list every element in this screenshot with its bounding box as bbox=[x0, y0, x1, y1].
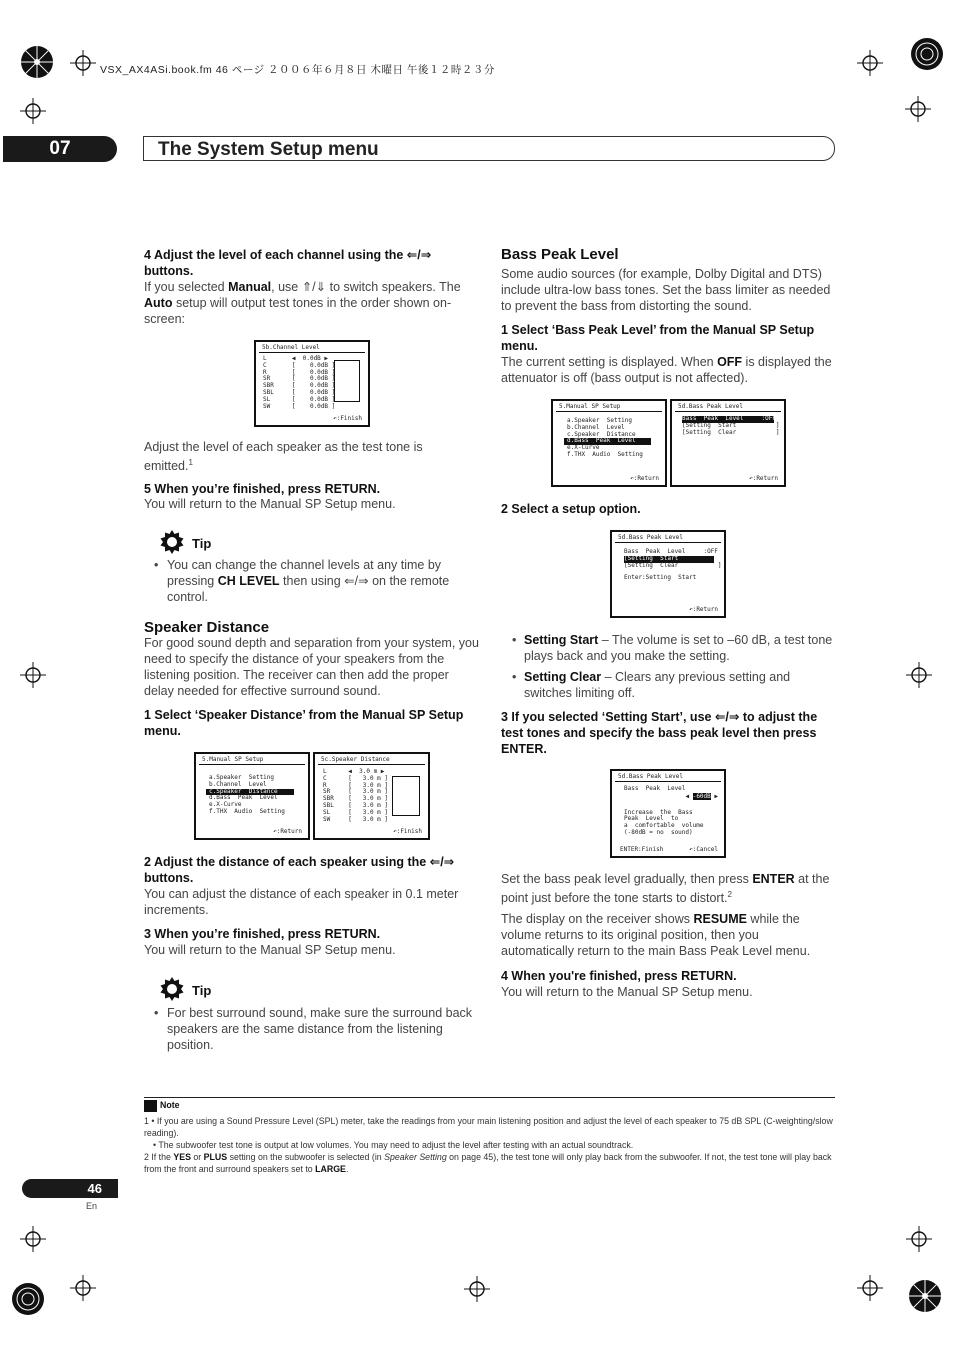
osd-footer-right: ↶:Cancel bbox=[689, 846, 718, 853]
footnote-ref: 2 bbox=[727, 890, 732, 899]
option-setting-clear: • Setting Clear – Clears any previous setting and switches limiting off. bbox=[512, 670, 791, 700]
osd-title: 5.Manual SP Setup bbox=[199, 754, 305, 765]
tip-icon bbox=[159, 529, 185, 555]
file-info-line: VSX_AX4ASi.book.fm 46 ページ ２００６年６月８日 木曜日 午後１２時２３分 bbox=[100, 64, 495, 76]
speaker-distance-heading: Speaker Distance bbox=[144, 619, 270, 636]
crosshair-icon bbox=[70, 1275, 96, 1301]
osd-label: Bass Peak Level bbox=[624, 785, 686, 792]
channel-level-screen bbox=[254, 340, 370, 427]
tip-bullet: • For best surround sound, make sure the surround back speakers are the same distance from the listening position. bbox=[154, 1006, 473, 1052]
osd-title: 5c.Speaker Distance bbox=[318, 754, 425, 765]
osd-row: R [ 0.0dB ] bbox=[263, 368, 336, 376]
osd-menu-item-selected: d.Bass Peak Level bbox=[564, 438, 651, 445]
adjust-text: Adjust the level of each speaker as the test tone is emitted.$^1$ bbox=[144, 440, 423, 474]
bp-step-1-body: The current setting is displayed. When OFF is displayed the attenuator is off (bass output is not affected). bbox=[501, 355, 832, 385]
osd-row-selected: [Setting Start ] bbox=[624, 554, 722, 562]
osd-footer: ↶:Finish bbox=[333, 415, 362, 422]
crosshair-icon bbox=[905, 96, 931, 122]
chapter-number: 07 bbox=[3, 136, 117, 162]
osd-menu-item: d.Bass Peak Level bbox=[209, 794, 278, 802]
sd-step-3-body: You will return to the Manual SP Setup menu. bbox=[144, 943, 396, 957]
crosshair-icon bbox=[464, 1276, 490, 1302]
tip-label: Tip bbox=[192, 536, 212, 551]
osd-row: R [ 3.0 m ] bbox=[323, 781, 389, 789]
bp-step-1-heading: 1 Select ‘Bass Peak Level’ from the Manual SP Setup menu. bbox=[501, 323, 815, 353]
bp-step-3-heading: 3 If you selected ‘Setting Start’, use ⇐/⇒ to adjust the test tones and specify the bass peak level then press ENTER. bbox=[501, 710, 818, 756]
crosshair-icon bbox=[20, 98, 46, 124]
osd-row: SBL [ 3.0 m ] bbox=[323, 801, 389, 809]
osd-row: [Setting Clear ] bbox=[682, 428, 780, 436]
step-4-body: If you selected Manual, use ⇑/⇓ to switch speakers. The Auto setup will output test tones in the order shown on-screen: bbox=[144, 280, 461, 326]
speaker-distance-intro: For good sound depth and separation from your system, you need to specify the distance of your speakers from the listening position. The receiver can then add the proper delay needed for effective surround sound. bbox=[144, 636, 479, 698]
crosshair-icon bbox=[906, 662, 932, 688]
note-1b: • The subwoofer test tone is output at low volumes. You may need to adjust the level after testing with an actual soundtrack. bbox=[153, 1140, 634, 1150]
bp-step-4-body: You will return to the Manual SP Setup menu. bbox=[501, 985, 753, 999]
osd-footer: ↶:Return bbox=[630, 475, 659, 482]
osd-row: SL [ 0.0dB ] bbox=[263, 395, 336, 403]
osd-row: SL [ 3.0 m ] bbox=[323, 808, 389, 816]
bass-peak-intro: Some audio sources (for example, Dolby Digital and DTS) include ultra-low bass tones. Set the bass limiter as needed to prevent the bass from distorting the sound. bbox=[501, 267, 831, 313]
osd-menu-item: b.Channel Level bbox=[567, 423, 625, 431]
osd-menu-item: c.Speaker Distance bbox=[567, 430, 636, 438]
osd-footer: ↶:Return bbox=[749, 475, 778, 482]
osd-row: [Setting Start ] bbox=[682, 421, 780, 429]
registration-mark-icon bbox=[908, 1279, 942, 1313]
registration-mark-icon bbox=[11, 1282, 45, 1316]
tip-label: Tip bbox=[192, 983, 212, 998]
osd-menu-item: f.THX Audio Setting bbox=[209, 807, 285, 815]
osd-row-selected: Bass Peak Level :OFF bbox=[682, 415, 776, 422]
step-5-body: You will return to the Manual SP Setup menu. bbox=[144, 497, 396, 511]
option-setting-start: • Setting Start – The volume is set to –60 dB, a test tone plays back and you make the setting. bbox=[512, 633, 833, 663]
chapter-title: The System Setup menu bbox=[143, 136, 835, 161]
osd-row: L ◀ 3.0 m ▶ bbox=[323, 768, 385, 775]
osd-hint: Increase the Bass bbox=[624, 808, 693, 816]
osd-row: SW [ 0.0dB ] bbox=[263, 402, 336, 410]
osd-footer: ↶:Return bbox=[689, 606, 718, 613]
osd-row: SR [ 0.0dB ] bbox=[263, 375, 336, 383]
osd-title: 5d.Bass Peak Level bbox=[675, 401, 781, 412]
bp-step-4-heading: 4 When you're finished, press RETURN. bbox=[501, 969, 737, 983]
osd-title: 5.Manual SP Setup bbox=[556, 401, 662, 412]
osd-row: SBR [ 3.0 m ] bbox=[323, 795, 389, 803]
osd-row: C [ 0.0dB ] bbox=[263, 361, 336, 369]
note-divider bbox=[144, 1097, 835, 1098]
osd-footer: ↶:Finish bbox=[393, 828, 422, 835]
registration-mark-icon bbox=[910, 37, 944, 71]
osd-row: SBR [ 0.0dB ] bbox=[263, 382, 336, 390]
crosshair-icon bbox=[20, 662, 46, 688]
osd-row: SW [ 3.0 m ] bbox=[323, 815, 389, 823]
bass-peak-adjust-screen: 5d.Bass Peak Level Bass Peak Level ◀ -60dB ▶ Increase the Bass Peak Level to a comfortable volume (-80dB = no sound) ENTER:Finish ↶:Cancel bbox=[610, 769, 726, 858]
note-label: Note bbox=[160, 1100, 180, 1110]
crosshair-icon bbox=[20, 1226, 46, 1252]
crosshair-icon bbox=[906, 1226, 932, 1252]
sd-step-1-heading: 1 Select ‘Speaker Distance’ from the Manual SP Setup menu. bbox=[144, 708, 464, 738]
bp-after-text: Set the bass peak level gradually, then press ENTER at the point just before the tone starts to distort.$^2$ bbox=[501, 872, 830, 906]
bp-step-2-heading: 2 Select a setup option. bbox=[501, 502, 641, 516]
osd-title: 5b.Channel Level bbox=[259, 342, 365, 353]
tip-icon bbox=[159, 976, 185, 1002]
osd-footer: ↶:Return bbox=[273, 828, 302, 835]
step-5-heading: 5 When you’re finished, press RETURN. bbox=[144, 482, 381, 496]
osd-row: L ◀ 0.0dB ▶ bbox=[263, 355, 329, 362]
speaker-layout-icon bbox=[392, 776, 420, 816]
osd-row: SBL [ 0.0dB ] bbox=[263, 388, 336, 396]
language-code: En bbox=[86, 1201, 98, 1211]
osd-menu-item-selected: c.Speaker Distance bbox=[206, 789, 294, 796]
osd-title: 5d.Bass Peak Level bbox=[615, 532, 721, 543]
bass-peak-select-screen bbox=[610, 530, 726, 618]
note-1a: 1 • If you are using a Sound Pressure Level (SPL) meter, take the readings from your main listening position and adjust the level of each speaker to 75 dB SPL (C-weighting/slow reading). bbox=[144, 1116, 833, 1138]
osd-row: Bass Peak Level :OFF bbox=[624, 548, 718, 555]
bass-peak-level-heading: Bass Peak Level bbox=[501, 246, 619, 263]
sd-step-2-body: You can adjust the distance of each speaker in 0.1 meter increments. bbox=[144, 887, 459, 917]
osd-row: Enter:Setting Start bbox=[624, 574, 697, 582]
osd-menu-item: a.Speaker Setting bbox=[567, 417, 633, 424]
sd-step-2-heading: 2 Adjust the distance of each speaker using the ⇐/⇒ buttons. bbox=[144, 855, 455, 885]
osd-row: [Setting Clear ] bbox=[624, 561, 722, 569]
osd-menu-item: e.X-Curve bbox=[209, 801, 242, 809]
note-icon bbox=[144, 1100, 157, 1112]
registration-mark-icon bbox=[20, 45, 54, 79]
osd-hint: a comfortable volume bbox=[624, 822, 704, 830]
osd-menu-item: f.THX Audio Setting bbox=[567, 450, 643, 458]
footnote-ref: 1 bbox=[188, 458, 193, 467]
note-2: 2 If the YES or PLUS setting on the subwoofer is selected (in Speaker Setting on page 45), the test tone will only play back from the subwoofer. If not, the test tone will play back from the front and surround speakers set to LARGE. bbox=[144, 1152, 832, 1174]
osd-row: C [ 3.0 m ] bbox=[323, 774, 389, 782]
osd-title: 5d.Bass Peak Level bbox=[615, 771, 721, 782]
osd-value: -60dB bbox=[692, 792, 711, 800]
manual-sp-setup-screen bbox=[551, 399, 667, 487]
osd-menu-item: b.Channel Level bbox=[209, 780, 267, 788]
crosshair-icon bbox=[857, 50, 883, 76]
page-number: 46 bbox=[22, 1179, 118, 1198]
crosshair-icon bbox=[857, 1275, 883, 1301]
osd-hint: Peak Level to bbox=[624, 815, 679, 823]
step-4-heading: 4 Adjust the level of each channel using the ⇐/⇒ buttons. bbox=[144, 248, 432, 278]
osd-hint: (-80dB = no sound) bbox=[624, 828, 693, 836]
tip-bullet: • You can change the channel levels at any time by pressing CH LEVEL then using ⇐/⇒ on the remote control. bbox=[154, 558, 450, 604]
sd-step-3-heading: 3 When you’re finished, press RETURN. bbox=[144, 927, 381, 941]
crosshair-icon bbox=[70, 50, 96, 76]
osd-menu-item: a.Speaker Setting bbox=[209, 774, 275, 781]
bp-resume-text: The display on the receiver shows RESUME while the volume returns to its original position, then you automatically return to the main Bass Peak Level menu. bbox=[501, 912, 811, 958]
bass-peak-level-screen bbox=[670, 399, 786, 487]
osd-row: SR [ 3.0 m ] bbox=[323, 788, 389, 796]
osd-menu-item: e.X-Curve bbox=[567, 444, 600, 452]
manual-sp-setup-screen bbox=[194, 752, 310, 840]
osd-footer-left: ENTER:Finish bbox=[620, 846, 664, 853]
speaker-distance-screen bbox=[313, 752, 430, 840]
speaker-layout-icon bbox=[334, 360, 360, 402]
